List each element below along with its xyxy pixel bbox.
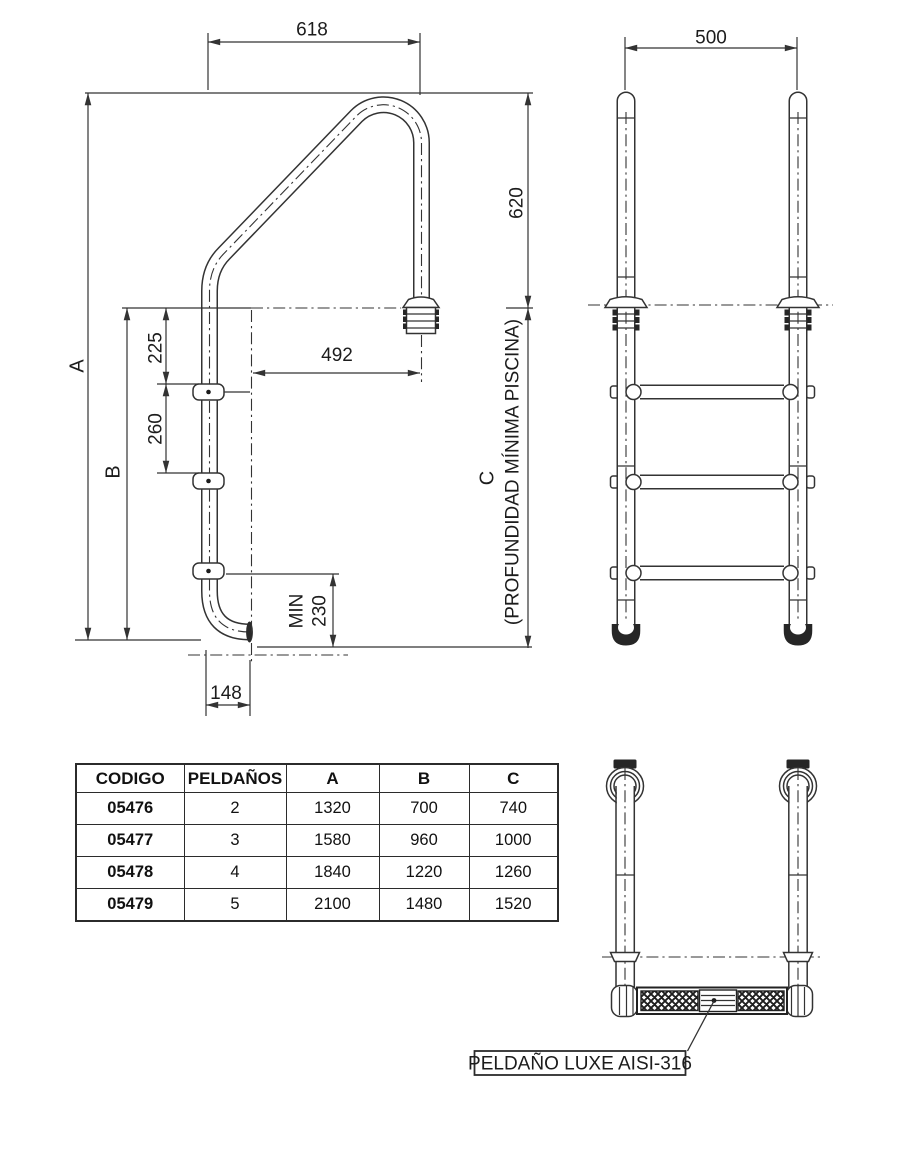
table-row [76,793,558,825]
table-header-row [76,764,558,793]
cell-peldanos: 4 [184,857,286,889]
col-header-peldanos: PELDAÑOS [184,764,286,793]
side-view [67,20,534,717]
dim-500-label: 500 [695,27,727,49]
col-header-c: C [469,764,558,793]
table-row [76,857,558,889]
dim-620-label: 620 [506,187,528,219]
cell-a: 2100 [286,889,379,922]
step-end-right [787,986,813,1017]
side-handrail-tube [210,105,422,643]
side-dimensions [67,20,529,706]
rung-3 [626,566,798,581]
table-row [76,825,558,857]
top-flange-left [611,953,640,962]
dim-230-label: 230 [309,595,331,627]
cell-codigo: 05476 [76,793,184,825]
top-flange-right [784,953,813,962]
col-header-codigo: CODIGO [76,764,184,793]
step-dot-2 [206,479,211,484]
rung-1 [626,385,798,400]
dim-225-label: 225 [145,332,167,364]
table-row [76,889,558,922]
dim-B-label: B [102,465,125,479]
flange-dome [403,297,439,308]
cell-b: 1480 [379,889,469,922]
top-handrail-rings [607,760,817,805]
step-dot-3 [206,569,211,574]
dim-A-label: A [66,359,89,373]
step-tread-right [738,991,784,1011]
top-tubes [611,768,813,1016]
cell-b: 1220 [379,857,469,889]
front-tubes [611,92,815,643]
cell-peldanos: 2 [184,793,286,825]
cell-c: 740 [469,793,558,825]
front-view [588,28,833,646]
step-label: PELDAÑO LUXE AISI-316 [468,1053,692,1075]
cell-peldanos: 5 [184,889,286,922]
cell-c: 1260 [469,857,558,889]
cell-b: 960 [379,825,469,857]
cell-codigo: 05478 [76,857,184,889]
cell-peldanos: 3 [184,825,286,857]
front-anchors [605,297,819,334]
col-header-b: B [379,764,469,793]
cell-codigo: 05477 [76,825,184,857]
step-tread-left [641,991,698,1011]
front-dimensions [625,28,797,91]
dim-C-label: C [476,470,499,486]
cell-b: 700 [379,793,469,825]
cell-c: 1000 [469,825,558,857]
side-anchor [403,297,439,334]
depth-note-label: (PROFUNDIDAD MÍNIMA PISCINA) [502,318,524,626]
cell-codigo: 05479 [76,889,184,922]
cell-a: 1320 [286,793,379,825]
spec-table [75,763,557,922]
col-header-a: A [286,764,379,793]
rung-2 [626,475,798,490]
tube-centerline [210,105,422,632]
cell-a: 1840 [286,857,379,889]
cell-a: 1580 [286,825,379,857]
step-dot-1 [206,390,211,395]
cell-c: 1520 [469,889,558,922]
front-rungs [626,385,798,581]
top-step [612,986,813,1017]
dim-618-label: 618 [296,19,328,41]
front-foot-caps [612,621,813,646]
dim-492-label: 492 [321,345,353,366]
dim-260-label: 260 [145,413,167,445]
dim-148-label: 148 [210,683,242,704]
min-label: MIN [286,593,308,629]
